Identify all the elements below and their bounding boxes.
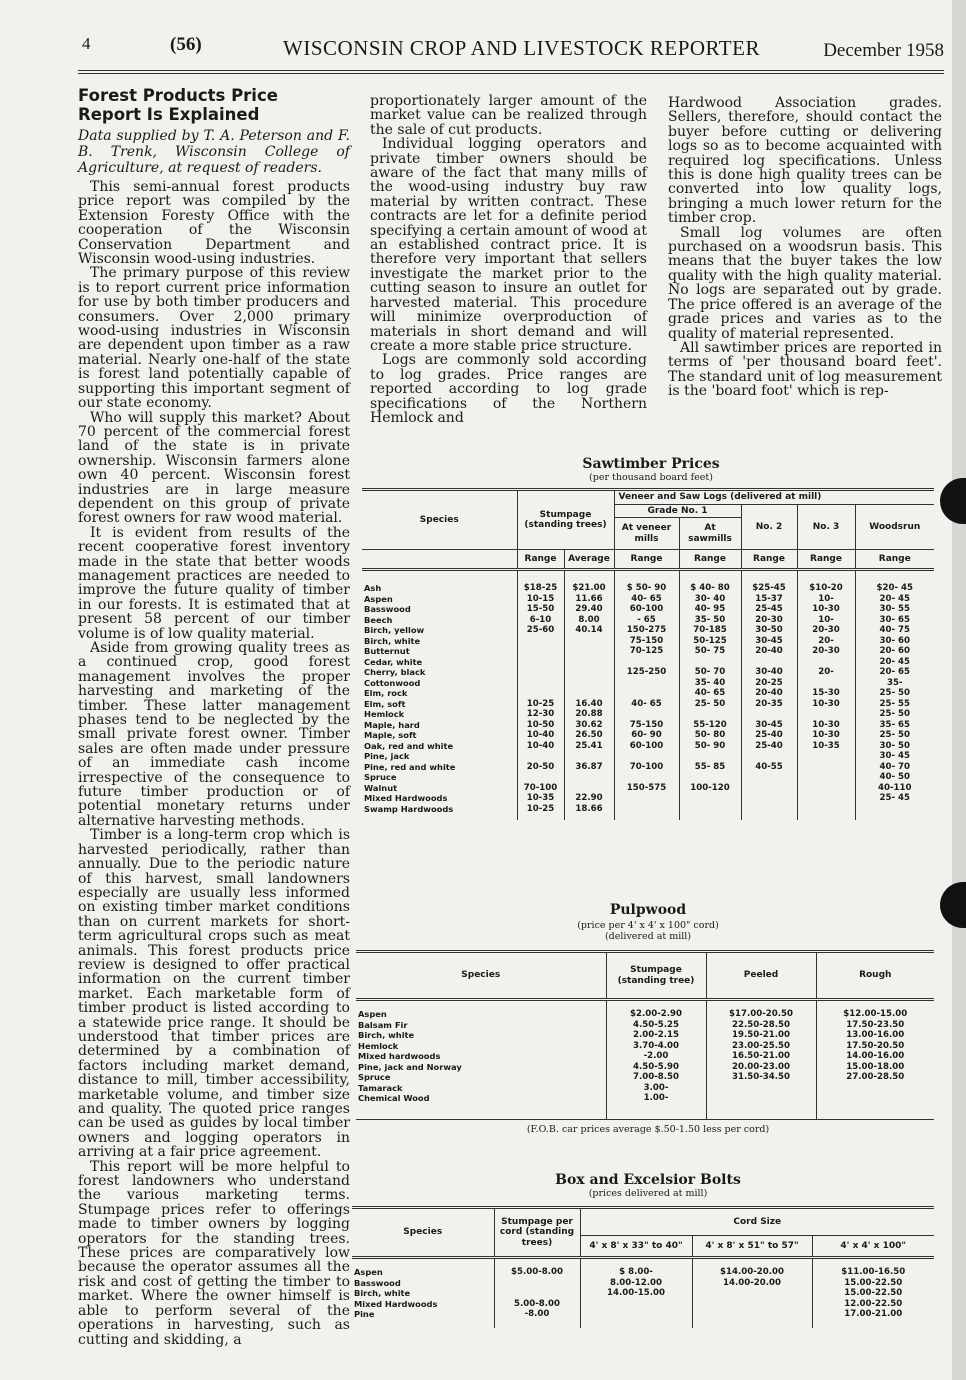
no-2-values: $25-45 15-37 25-45 20-30 30-50 30-45 20-40 30-40 20-25 20-40 20-35 30-45 25-40 25-40 40-55 — [741, 570, 797, 820]
col-header-species: Species — [461, 970, 501, 981]
col-header-size-2: 4' x 8' x 51" to 57" — [692, 1236, 812, 1258]
article-column-1 — [78, 180, 350, 1347]
species-list: Aspen Balsam Fir Birch, white Hemlock Mixed hardwoods Pine, jack and Norway Spruce Tamarack Chemical Wood — [358, 1009, 462, 1103]
sawmill-values: $ 40- 80 30- 40 40- 95 35- 50 70-185 50-125 50- 75 50- 70 35- 40 40- 65 25- 50 55-120 50- 80 50- 90 55- 85 100-120 — [679, 570, 741, 820]
species-list: Ash Aspen Basswood Beech Birch, yellow Birch, white Butternut Cedar, white Cherry, black Cottonwood Elm, rock Elm, soft Hemlock Maple, hard Maple, soft Oak, red and white Pine, jack Pine, red and white Spruce Walnut Mixed Hardwoods Swamp Hardwoods — [364, 583, 456, 814]
size-1-values: $ 8.00- 8.00-12.00 14.00-15.00 — [580, 1258, 692, 1328]
col-header-species: Species — [352, 1208, 494, 1258]
col-header-rough: Rough — [816, 952, 934, 1000]
rough-values: $12.00-15.00 17.50-23.50 13.00-16.00 17.50-20.50 14.00-16.00 15.00-18.00 27.00-28.50 — [816, 1000, 934, 1120]
page-header — [78, 34, 944, 70]
no-3-values: $10-20 10- 10-30 10- 20-30 20- 20-30 20- 15-30 10-30 10-30 10-30 10-35 — [797, 570, 855, 820]
size-3-values: $11.00-16.50 15.00-22.50 15.00-22.50 12.00-22.50 17.00-21.00 — [812, 1258, 934, 1328]
col-header-size-3: 4' x 4' x 100" — [812, 1236, 934, 1258]
header-rule — [78, 70, 944, 71]
col-header-no-3: No. 3 — [797, 504, 855, 550]
boxbolts-title: Box and Excelsior Bolts — [555, 1172, 741, 1188]
col-header-size-1: 4' x 8' x 33" to 40" — [580, 1236, 692, 1258]
binder-hole — [940, 478, 966, 524]
col-header-cord-size: Cord Size — [580, 1208, 934, 1236]
range-label-spacer — [362, 550, 517, 570]
pulpwood-title: Pulpwood — [609, 902, 687, 918]
issue-date: December 1958 — [823, 40, 944, 61]
col-header-veneer-saw: Veneer and Saw Logs (delivered at mill) — [614, 490, 934, 505]
col-header-range: Range — [614, 550, 679, 570]
boxbolts-table — [352, 1206, 934, 1328]
pulpwood-subtitle: (delivered at mill) — [604, 931, 692, 942]
paragraph: Logs are commonly sold according to log grades. Price ranges are reported according to log grade specifications of the Northern Hemlock and — [370, 352, 647, 426]
col-header-no-2: No. 2 — [741, 504, 797, 550]
col-header-range: Range — [797, 550, 855, 570]
article-title-line: Report Is Explained — [78, 105, 260, 124]
col-header-woodsrun: Woodsrun — [855, 504, 934, 550]
paragraph: It is evident from results of the recent cooperative forest inventory made in the state that better woods management practices are needed to improve the future quality of timber in our forests. It is estimated that at present 58 percent of our timber volume is of low quality material. — [78, 524, 350, 642]
paragraph: This semi-annual forest products price report was compiled by the Extension Foresty Office with the cooperation of the Wisconsin Conservation Department and Wisconsin wood-using industries. — [78, 179, 350, 268]
paragraph: The primary purpose of this review is to report current price information for use by both timber producers and consumers. Over 2,000 primary wood-using industries in Wisconsin are dependent upon timber as a raw material. Nearly one-half of the state is forest land potentially capable of supporting this important segment of our state economy. — [78, 265, 350, 412]
pulpwood-subtitle: (price per 4' x 4' x 100" cord) — [577, 920, 719, 931]
page-edge — [952, 0, 966, 1380]
paragraph: Timber is a long-term crop which is harvested periodically, rather than annually. Due to the periodic nature of this harvest, small landowners especially are usually less informed on existing timber market conditions than on current markets for short-term agricultural crops such as meat animals. This forest products price review is designed to offer practical information on the current timber market. Each marketable form of timber product is listed according to a statewide price range. It should be understood that timber prices are determined by a combination of factors including market demand, distance to mill, timber accessibility, marketable volume, and timber size and quality. The quoted price ranges can be used as guides by local timber owners and logging operators in arriving at a fair price agreement. — [78, 827, 350, 1161]
col-header-average: Average — [564, 550, 614, 570]
col-header-stumpage: Stumpage (standing tree) — [606, 952, 706, 1000]
sawtimber-title: Sawtimber Prices — [582, 456, 720, 472]
col-header-at-veneer-mills: At veneer mills — [614, 518, 679, 550]
article-column-2 — [370, 94, 647, 425]
stumpage-values: $5.00-8.00 5.00-8.00 -8.00 — [494, 1258, 580, 1328]
paragraph: Small log volumes are often purchased on a woodsrun basis. This means that the buyer takes the low quality with the high quality material. No logs are separated out by grade. The price offered is an average of the grade prices and varies as to the quality of material represented. — [668, 224, 942, 342]
pulpwood-table — [356, 950, 934, 1120]
header-rule — [78, 73, 944, 74]
paragraph: Individual logging operators and private timber owners should be aware of the fact that many mills of the wood-using industry buy raw material by written contract. These contracts are let for a definite period specifying a certain amount of wood at an established contract price. It is therefore very important that sellers investigate the market prior to the cutting season to insure an outlet for harvested material. This procedure will minimize overproduction of materials in short demand and will create a more stable price structure. — [370, 136, 647, 354]
species-list: Aspen Basswood Birch, white Mixed Hardwoods Pine — [354, 1267, 438, 1319]
paragraph: All sawtimber prices are reported in terms of 'per thousand board feet'. The standard unit of log measurement is the 'board foot' which is rep- — [668, 339, 942, 400]
paragraph: proportionately larger amount of the market value can be realized through the sale of cut products. — [370, 93, 647, 138]
col-header-peeled: Peeled — [706, 952, 816, 1000]
boxbolts-subtitle: (prices delivered at mill) — [588, 1188, 708, 1199]
col-header-range: Range — [517, 550, 564, 570]
article-byline: Data supplied by T. A. Peterson and F. B. Trenk, Wisconsin College of Agriculture, at request of readers. — [78, 128, 350, 176]
col-header-at-sawmills: At sawmills — [679, 518, 741, 550]
col-header-species: Species — [362, 490, 517, 550]
paragraph: Aside from growing quality trees as a continued crop, good forest management involves the proper harvesting and marketing of the timber. These latter management phases tend to be neglected by the small private forest owner. Timber sales are often made under pressure of an immediate cash income irrespective of the consequence to future timber production or of potential monetary returns under alternative harvesting methods. — [78, 640, 350, 829]
article-column-3 — [668, 96, 942, 399]
pulpwood-note: (F.O.B. car prices average $.50-1.50 less per cord) — [526, 1124, 770, 1135]
paragraph: This report will be more helpful to forest landowners who understand the various marketing terms. Stumpage prices refer to offerings made to timber owners by logging operators for the standing trees. These prices are comparatively low because the operator assumes all the risk and cost of getting the timber to market. Where the owner himself is able to perform several of the operations in harvesting, such as cutting and skidding, a — [78, 1158, 350, 1348]
sawtimber-subtitle: (per thousand board feet) — [589, 472, 713, 483]
article-title-line: Forest Products Price — [78, 86, 278, 105]
publication-title: WISCONSIN CROP AND LIVESTOCK REPORTER — [283, 36, 760, 60]
paragraph: Hardwood Association grades. Sellers, therefore, should contact the buyer before cutting or delivering logs so as to become acquainted with required log specifications. Unless this is done high quality trees can be converted into low quality logs, bringing a much lower return for the timber crop. — [668, 95, 942, 227]
binder-hole — [940, 882, 966, 928]
col-header-stumpage: Stumpage (standing trees) — [517, 490, 614, 550]
issue-page-number: (56) — [170, 34, 202, 55]
col-header-range: Range — [679, 550, 741, 570]
woodsrun-values: $20- 45 20- 45 30- 55 30- 65 40- 75 30- 60 20- 60 20- 45 20- 65 35- 25- 50 25- 55 25- 50 35- 65 25- 50 30- 50 30- 45 40- 70 40- 50 40-110 25- 45 — [855, 570, 934, 820]
sawtimber-table — [362, 488, 934, 820]
col-header-stumpage: Stumpage per cord (standing trees) — [494, 1208, 580, 1258]
col-header-range: Range — [855, 550, 934, 570]
col-header-range: Range — [741, 550, 797, 570]
stumpage-values: $2.00-2.90 4.50-5.25 2.00-2.15 3.70-4.00 -2.00 4.50-5.90 7.00-8.50 3.00- 1.00- — [606, 1000, 706, 1120]
paragraph: Who will supply this market? About 70 percent of the commercial forest land of the state is in private ownership. Wisconsin farmers alone own 40 percent. Wisconsin forest industries are in large measure dependent on this group of private forest owners for raw wood material. — [78, 409, 350, 527]
peeled-values: $17.00-20.50 22.50-28.50 19.50-21.00 23.00-25.50 16.50-21.00 20.00-23.00 31.50-34.50 — [706, 1000, 816, 1120]
stumpage-range-values: $18-25 10-15 15-50 6-10 25-60 10-25 12-30 10-50 10-40 10-40 20-50 70-100 10-35 10-25 — [517, 570, 564, 820]
stumpage-average-values: $21.00 11.66 29.40 8.00 40.14 16.40 20.88 30.62 26.50 25.41 36.87 22.90 18.66 — [564, 570, 614, 820]
col-header-grade-1: Grade No. 1 — [614, 504, 741, 518]
veneer-mill-values: $ 50- 90 40- 65 60-100 - 65 150-275 75-150 70-125 125-250 40- 65 75-150 60- 90 60-100 70-100 150-575 — [614, 570, 679, 820]
size-2-values: $14.00-20.00 14.00-20.00 — [692, 1258, 812, 1328]
article-title — [78, 86, 350, 124]
page-number: 4 — [82, 34, 91, 53]
